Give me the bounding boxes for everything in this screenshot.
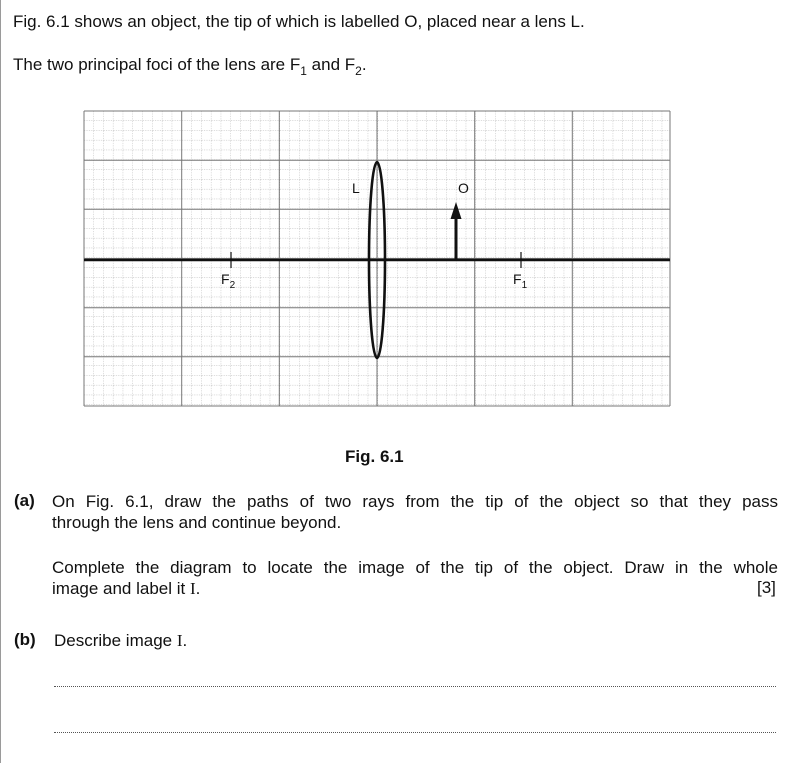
part-a-task-line-2: image and label it I. [52,579,201,598]
object-label: O [458,180,469,196]
part-a-task-line-1: Complete the diagram to locate the image of the tip of the object. Draw in the whole [52,558,778,577]
answer-line-1[interactable] [54,686,776,687]
lens-label: L [352,180,360,196]
part-a-instruction [52,491,778,533]
part-b-question: Describe image I. [54,631,188,650]
part-a-line-1: On Fig. 6.1, draw the paths of two rays from the tip of the object so that they pass [52,492,778,511]
part-b-label: (b) [14,630,36,649]
focus-left-label: $F_2$ [221,271,236,291]
graph-grid [84,111,670,406]
intro-line-1: Fig. 6.1 shows an object, the tip of which is labelled O, placed near a lens L. [13,12,585,31]
part-a-label: (a) [14,491,35,510]
intro-line-2: The two principal foci of the lens are $F_1$ and $F_2$. [13,55,367,78]
focus-right-label: $F_1$ [513,271,528,291]
answer-line-2[interactable] [54,732,776,733]
part-a-marks: [3] [757,578,776,597]
figure-caption: Fig. 6.1 [345,447,404,466]
part-a-task [52,557,778,599]
part-a-line-2: through the lens and continue beyond. [52,513,342,532]
